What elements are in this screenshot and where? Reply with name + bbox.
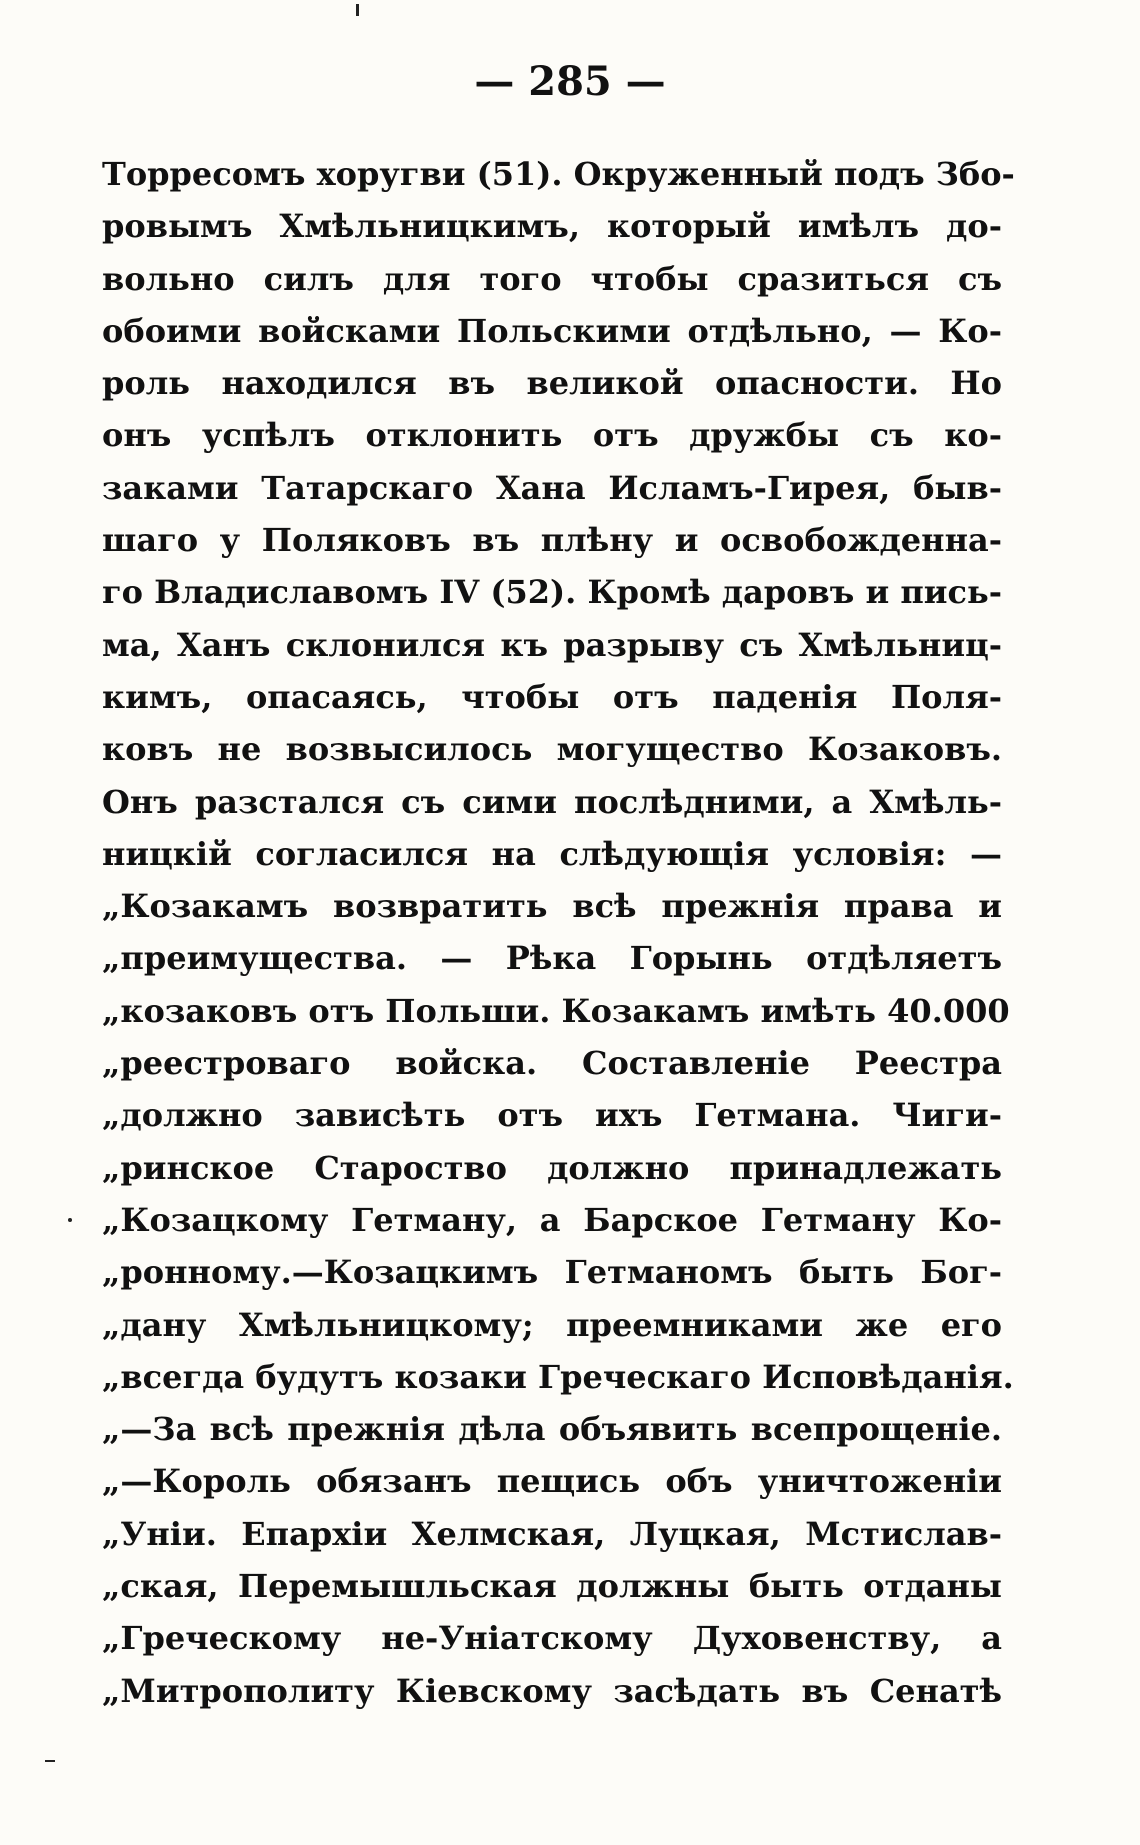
text-line: „ронному.—Козацкимъ Гетманомъ быть Бог- xyxy=(102,1253,1002,1292)
page-number: — 285 — xyxy=(474,58,666,105)
text-line: ма, Ханъ склонился къ разрыву съ Хмѣльниц- xyxy=(102,625,1002,664)
text-line: обоими войсками Польскими отдѣльно, — Ко- xyxy=(102,311,1002,350)
text-line: „—За всѣ прежнія дѣла объявить всепрощеніе. xyxy=(102,1410,1002,1449)
text-line: „—Король обязанъ пещись объ уничтоженіи xyxy=(102,1462,1002,1501)
text-line: „преимущества. — Рѣка Горынь отдѣляетъ xyxy=(102,939,1002,978)
text-line: „Уніи. Епархіи Хелмская, Луцкая, Мстислав- xyxy=(102,1514,1002,1553)
text-line: кимъ, опасаясь, чтобы отъ паденія Поля- xyxy=(102,677,1002,716)
text-line: „козаковъ отъ Польши. Козакамъ имѣть 40.000 xyxy=(102,991,1010,1030)
ink-speck xyxy=(45,1760,55,1762)
text-line: го Владиславомъ IV (52). Кромѣ даровъ и пись- xyxy=(102,573,1002,612)
text-line: „дану Хмѣльницкому; преемниками же его xyxy=(102,1305,1002,1344)
text-line: „Козакамъ возвратить всѣ прежнія права и xyxy=(102,887,1002,926)
text-line: Торресомъ хоругви (51). Окруженный подъ Збо- xyxy=(102,155,1015,193)
text-line: ковъ не возвысилось могущество Козаковъ. xyxy=(102,730,1002,769)
body-text xyxy=(102,148,1015,1717)
text-line: ницкій согласился на слѣдующія условія: — xyxy=(102,834,1002,873)
text-line: онъ успѣлъ отклонить отъ дружбы съ ко- xyxy=(102,416,1002,455)
text-line: роль находился въ великой опасности. Но xyxy=(102,364,1002,403)
text-line: „ринское Староство должно принадлежать xyxy=(102,1148,1002,1187)
text-line: „всегда будутъ козаки Греческаго Исповѣданія. xyxy=(102,1357,1014,1396)
text-line: „должно зависѣть отъ ихъ Гетмана. Чиги- xyxy=(102,1096,1002,1135)
text-line: ровымъ Хмѣльницкимъ, который имѣлъ до- xyxy=(102,207,1002,246)
text-line: „реестроваго войска. Составленіе Реестра xyxy=(102,1044,1002,1083)
ink-speck xyxy=(356,4,359,16)
text-line: „Греческому не-Уніатскому Духовенству, а xyxy=(102,1619,1002,1658)
text-line: шаго у Поляковъ въ плѣну и освобожденна- xyxy=(102,521,1002,560)
ink-speck xyxy=(68,1218,72,1222)
text-line: „ская, Перемышльская должны быть отданы xyxy=(102,1567,1002,1606)
text-line: заками Татарскаго Хана Исламъ-Гирея, быв- xyxy=(102,468,1002,507)
text-line: Онъ разстался съ сими послѣдними, а Хмѣль- xyxy=(102,782,1002,821)
text-line: „Козацкому Гетману, а Барское Гетману Ко- xyxy=(102,1200,1002,1239)
text-line: „Митрополиту Кіевскому засѣдать въ Сенатѣ xyxy=(102,1671,1002,1710)
text-line: вольно силъ для того чтобы сразиться съ xyxy=(102,259,1002,298)
